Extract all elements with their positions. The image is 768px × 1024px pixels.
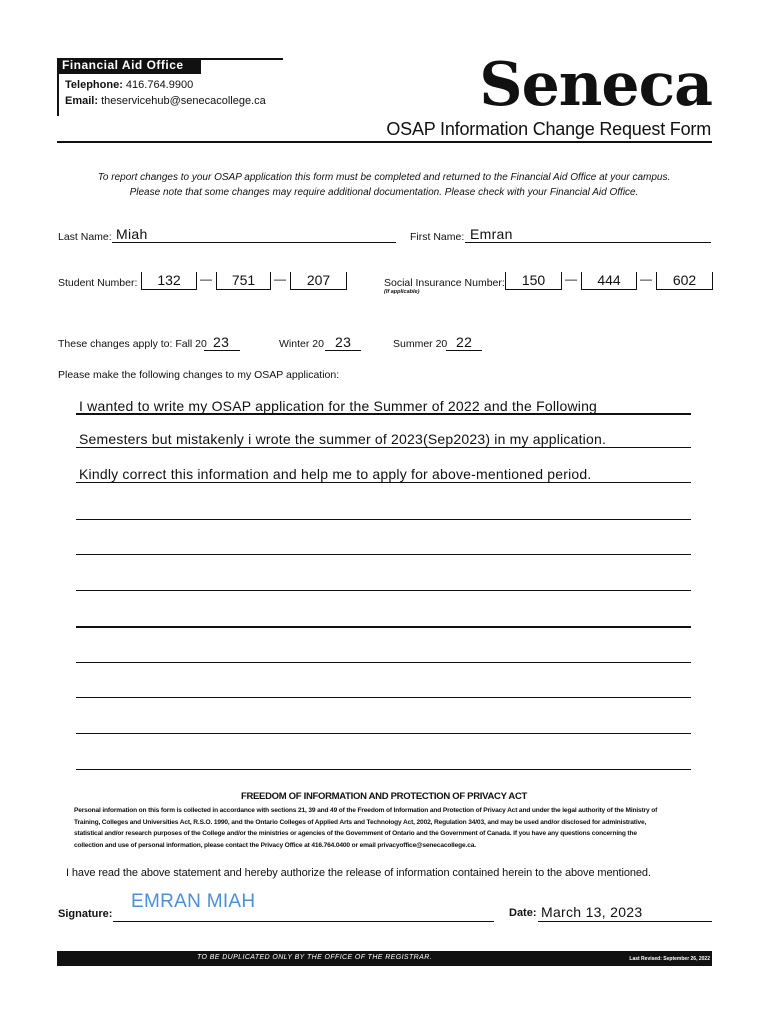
telephone-row [65,79,193,91]
date-label: Date: [509,907,537,919]
winter-label: Winter 20 [279,338,324,350]
signature-value: EMRAN MIAH [131,891,256,912]
sin-label: Social Insurance Number: [384,277,505,289]
change-rule-6 [76,590,691,591]
terms-intro [58,338,207,350]
authorization-statement: I have read the above statement and hereby authorize the release of information contained herein to the above mentioned. [66,867,651,879]
telephone-value: 416.764.9900 [125,79,194,91]
privacy-text [74,805,699,851]
student-number-dash-2: — [274,272,286,286]
office-name: Financial Aid Office [62,58,184,72]
change-line-3: Kindly correct this information and help me to apply for above-mentioned period. [79,466,592,482]
telephone-label: Telephone: [65,79,123,91]
intro-line-2: Please note that some changes may require additional documentation. Please check with your Financial Aid Office. [129,187,639,198]
privacy-title: FREEDOM OF INFORMATION AND PROTECTION OF PRIVACY ACT [240,791,528,802]
student-number-dash-1: — [200,272,212,286]
change-rule-9 [76,697,691,698]
header-divider [57,141,712,143]
change-line-2: Semesters but mistakenly i wrote the summer of 2023(Sep2023) in my application. [79,431,607,447]
student-number-part-3[interactable]: 207 [290,272,347,290]
changes-text-area[interactable] [76,395,692,775]
date-value: March 13, 2023 [541,904,643,920]
change-rule-10 [76,733,691,734]
intro-line-1: To report changes to your OSAP application this form must be completed and returned to the Financial Aid Office at your campus. [97,172,671,183]
email-label: Email: [65,95,99,107]
privacy-line-1: Personal information on this form is collected in accordance with sections 21, 39 and 49 of the Freedom of Information and Protection of Privacy Act and under the legal authority of the Ministry of [74,807,658,814]
winter-value: 23 [335,334,352,350]
change-rule-11 [76,769,691,770]
footer-revised: Last Revised: September 26, 2022 [629,956,710,962]
privacy-line-2: Training, Colleges and Universities Act, R.S.O. 1990, and the Ontario Colleges of Applied Arts and Technology Act, 2002, Regulation 34/03, and may be used and/or disclosed for administrative, [74,818,647,826]
email-value: theservicehub@senecacollege.ca [101,95,266,107]
change-rule-1 [76,413,691,415]
change-rule-8 [76,662,691,663]
privacy-line-3: statistical and/or research purposes of the College and/or the ministries or agencies of the Government of Ontario and the Government of Canada. If you have any questions concerning the [74,830,637,837]
sin-dash-2: — [640,272,652,286]
form-title: OSAP Information Change Request Form [386,119,711,139]
last-name-field[interactable] [112,226,396,243]
student-number-part-2[interactable]: 751 [216,272,271,290]
summer-value: 22 [456,334,473,350]
last-name-value: Miah [116,226,148,242]
email-row [65,95,266,107]
footer-notice: TO BE DUPLICATED ONLY BY THE OFFICE OF THE REGISTRAR. [196,954,432,961]
first-name-label: First Name: [410,231,465,243]
sin-dash-1: — [565,272,577,286]
summer-label: Summer 20 [393,338,448,350]
sin-part-2[interactable]: 444 [581,272,637,290]
fall-value: 23 [213,334,230,350]
change-rule-4 [76,519,691,520]
sin-part-1[interactable]: 150 [505,272,562,290]
privacy-line-4: collection and use of personal information, please contact the Privacy Office at 416.764.0400 or email privacyoffice@senecacollege.ca. [74,841,476,849]
change-rule-7 [76,626,691,628]
first-name-value: Emran [470,226,513,242]
changes-label: Please make the following changes to my OSAP application: [58,369,340,381]
seneca-logo: Seneca [479,50,712,120]
student-number-part-1[interactable]: 132 [141,272,197,290]
fall-label: Fall 20 [175,338,207,350]
change-rule-3 [76,482,691,483]
student-number-label: Student Number: [58,277,138,289]
change-rule-5 [76,554,691,555]
sin-part-3[interactable]: 602 [656,272,713,290]
signature-label: Signature: [58,908,113,920]
last-name-label: Last Name: [58,231,112,243]
sin-note: (If applicable) [384,289,420,295]
change-rule-2 [76,447,691,448]
change-line-1: I wanted to write my OSAP application for the Summer of 2022 and the Following [79,398,598,414]
terms-intro-text: These changes apply to: [58,338,173,350]
